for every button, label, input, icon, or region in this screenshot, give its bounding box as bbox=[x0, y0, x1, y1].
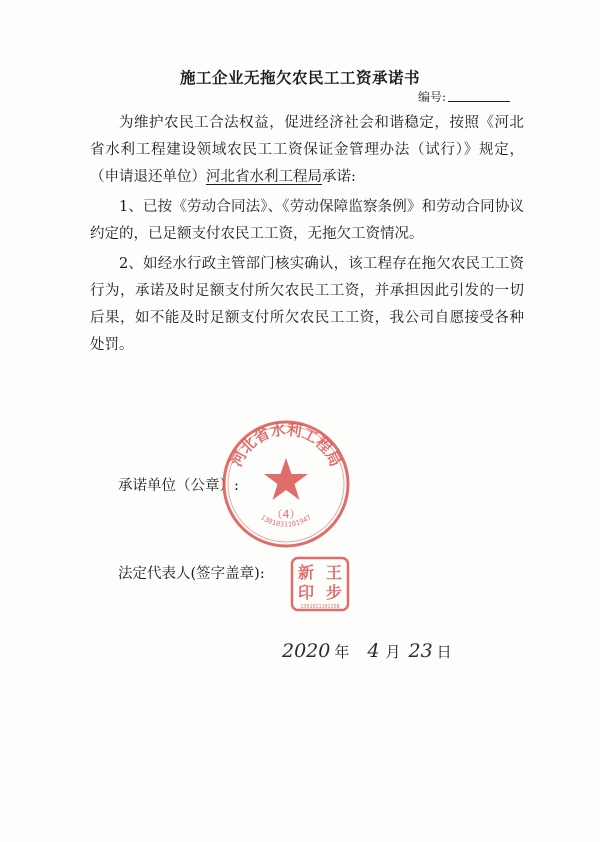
personal-seal-code: 1301021101158 bbox=[300, 604, 340, 610]
paragraph-clause-1: 1、已按《劳动合同法》、《劳动保障监察条例》和劳动合同协议约定的，已足额支付农民工工资，无拖欠工资情况。 bbox=[90, 199, 524, 242]
document-title: 施工企业无拖欠农民工工资承诺书 bbox=[179, 69, 420, 87]
handwritten-day: 23 bbox=[408, 640, 433, 662]
month-label: 月 bbox=[385, 643, 401, 661]
personal-seal-char-1: 王 bbox=[325, 563, 343, 582]
personal-seal-char-2: 步 bbox=[325, 583, 343, 602]
paragraph-intro-text: 为维护农民工合法权益，促进经济社会和谐稳定，按照《河北省水利工程建设领域农民工工资保证金管理办法（试行）》规定，（申请退还单位） bbox=[90, 115, 524, 185]
handwritten-year: 2020 bbox=[282, 640, 331, 662]
signature-unit-label: 承诺单位（公章）: bbox=[118, 478, 239, 494]
personal-seal-stamp bbox=[290, 556, 350, 612]
serial-number-label: 编号: bbox=[418, 90, 447, 104]
signature-representative-label: 法定代表人(签字盖章): bbox=[118, 566, 265, 582]
paragraph-intro bbox=[90, 110, 524, 191]
serial-number-field bbox=[418, 88, 510, 105]
seal-number-label: （4） bbox=[271, 508, 301, 521]
applicant-unit-name: 河北省水利工程局 bbox=[206, 169, 322, 185]
handwritten-month: 4 bbox=[367, 640, 380, 662]
signing-date bbox=[282, 640, 452, 662]
year-label: 年 bbox=[334, 643, 350, 661]
serial-number-blank bbox=[448, 90, 510, 102]
day-label: 日 bbox=[436, 643, 452, 661]
seal-star-icon bbox=[264, 458, 308, 500]
seal-arc-text: 河北省水利工程局 bbox=[227, 420, 345, 470]
personal-seal-char-3: 新 bbox=[297, 563, 315, 582]
personal-seal-char-4: 印 bbox=[297, 583, 315, 602]
paragraph-clause-2: 2、如经水行政主管部门核实确认，该工程存在拖欠农民工工资行为，承诺及时足额支付所欠农民工工资，并承担因此引发的一切后果，如不能及时足额支付所欠农民工工资，我公司自愿接受各种处罚。 bbox=[90, 256, 524, 353]
paragraph-intro-tail: 承诺: bbox=[322, 169, 356, 185]
document-body bbox=[90, 110, 524, 359]
seal-code-text: 1301031101947 bbox=[259, 513, 313, 529]
company-seal-stamp bbox=[220, 418, 352, 550]
